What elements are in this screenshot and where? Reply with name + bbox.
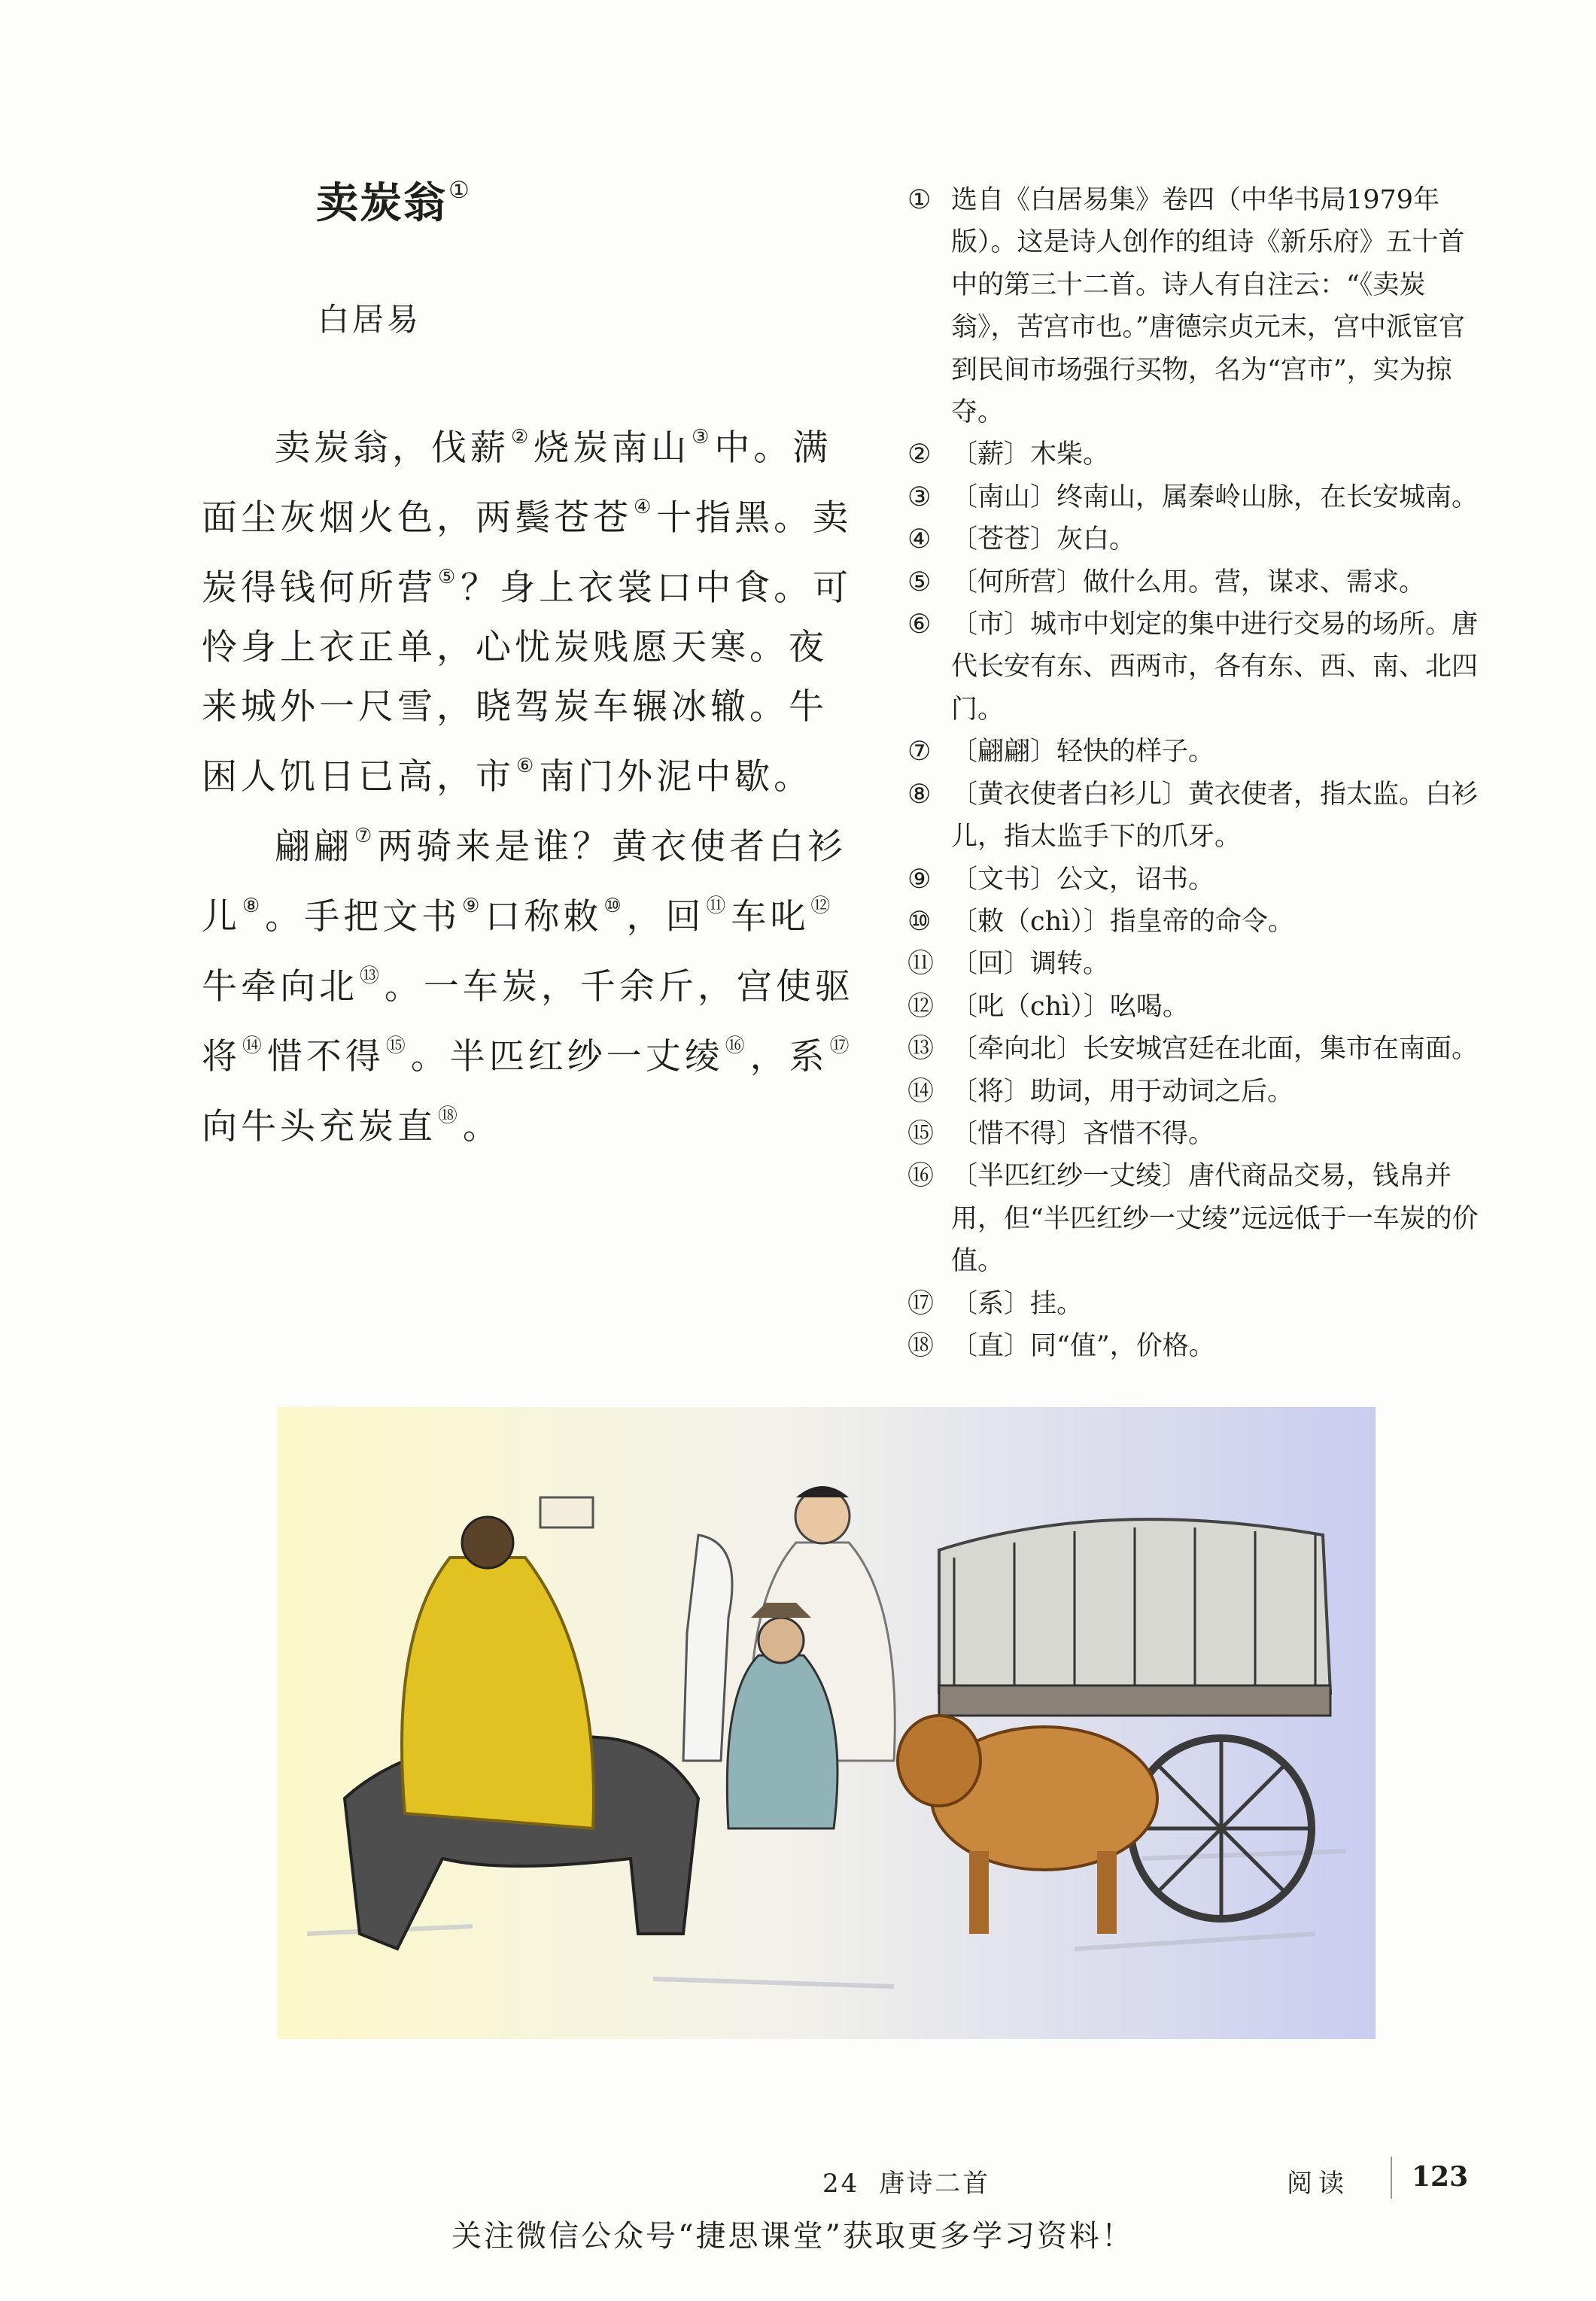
- footnote-text: 〔文书〕公文，诏书。: [951, 864, 1215, 895]
- poem-author: 白居易: [318, 301, 422, 338]
- footnote-text: 〔黄衣使者白衫儿〕黄衣使者，指太监。白衫儿，指太监手下的爪牙。: [951, 779, 1479, 853]
- poem-text: 中。满面尘灰烟火色，两鬓苍苍: [202, 427, 832, 539]
- poem-text: 。半匹红纱一丈绫: [410, 1035, 724, 1078]
- poem-text: 惜不得: [266, 1035, 385, 1078]
- footnote-number: ⑭: [907, 1076, 935, 1107]
- footnote: [907, 1028, 1479, 1070]
- note-ref: ⑧: [242, 894, 264, 917]
- footnote-number: ⑨: [907, 864, 932, 895]
- illustration-charcoal-seller: [277, 1407, 1376, 2039]
- page-number: 123: [1412, 2161, 1469, 2193]
- footnote: [907, 986, 1479, 1028]
- running-footer-lesson: 24 唐诗二首: [822, 2169, 991, 2199]
- poem-text: ？身上衣裳口中食。可怜身上衣正单，心忧炭贱愿天寒。夜来城外一尺雪，晓驾炭车辗冰辙。牛困人饥日已高，市: [202, 567, 853, 798]
- footnote-number: ⑬: [907, 1034, 935, 1065]
- poem-text: 牛牵向北: [202, 965, 358, 1008]
- poem-text: 两骑来是谁？黄衣使者白衫儿: [202, 825, 847, 938]
- poem-text: 。手把文书: [265, 895, 461, 938]
- footnote-number: ⑦: [907, 737, 932, 768]
- poem-paragraph: [202, 807, 856, 1157]
- footnote-text: 〔将〕助词，用于动词之后。: [951, 1076, 1294, 1107]
- poem-body: [202, 408, 856, 1157]
- footnote-text: 〔惜不得〕吝惜不得。: [951, 1118, 1215, 1149]
- note-ref: ⑭: [242, 1034, 266, 1057]
- note-ref: ⑮: [385, 1034, 409, 1057]
- note-ref: ④: [634, 495, 655, 518]
- note-ref: ②: [511, 426, 533, 448]
- note-ref: ⑥: [516, 754, 538, 777]
- note-ref: ③: [692, 426, 713, 448]
- footnote-number: ②: [907, 439, 932, 470]
- footnote-text: 〔回〕调转。: [951, 949, 1110, 980]
- note-ref: ⑦: [354, 824, 376, 847]
- poem-title: 卖炭翁①: [316, 176, 471, 228]
- poem-text: 车叱: [731, 895, 810, 938]
- poem-paragraph: [202, 408, 856, 807]
- note-ref: ⑨: [462, 894, 484, 917]
- footnote: [907, 1113, 1479, 1155]
- footnote-number: ⑯: [907, 1161, 935, 1192]
- footnote-number: ⑤: [907, 567, 932, 597]
- poem-text: 。: [462, 1105, 502, 1147]
- footnote-text: 〔半匹红纱一丈绫〕唐代商品交易，钱帛并用，但“半匹红纱一丈绫”远远低于一车炭的价值。: [951, 1161, 1479, 1277]
- poem-text: 。一车炭，千余斤，宫使驱将: [202, 965, 854, 1078]
- footnote-number: ⑩: [907, 906, 932, 937]
- note-ref: ⑪: [706, 894, 730, 917]
- footnote: [907, 476, 1479, 518]
- footnote: [907, 561, 1479, 603]
- footer-divider: [1391, 2157, 1392, 2199]
- note-ref: ⑰: [829, 1034, 853, 1057]
- poem-text: 口称敕: [485, 895, 603, 938]
- note-ref: ⑱: [438, 1104, 461, 1127]
- footnote: [907, 179, 1479, 433]
- footnote-text: 〔系〕挂。: [951, 1288, 1084, 1319]
- footnote: [907, 1071, 1479, 1113]
- footnote: [907, 1155, 1479, 1282]
- running-footer-section: 阅读: [1287, 2169, 1350, 2199]
- footnote: [907, 603, 1479, 731]
- footnote-number: ⑪: [907, 949, 935, 980]
- footnote: [907, 1283, 1479, 1325]
- footnote: [907, 518, 1479, 561]
- poem-text: 十指黑。卖炭得钱何所营: [202, 497, 853, 609]
- footnote: [907, 859, 1479, 901]
- footnote-text: 〔市〕城市中划定的集中进行交易的场所。唐代长安有东、西两市，各有东、西、南、北四门。: [951, 609, 1479, 725]
- footnote-number: ④: [907, 524, 932, 555]
- note-ref: ⑤: [438, 565, 460, 588]
- poem-text: ，回: [626, 895, 705, 938]
- footnote: [907, 433, 1479, 476]
- footnote-text: 〔牵向北〕长安城宫廷在北面，集市在南面。: [951, 1034, 1479, 1065]
- footnote-text: 〔南山〕终南山，属秦岭山脉，在长安城南。: [951, 482, 1479, 512]
- footnotes-list: [907, 179, 1479, 1367]
- footnote: [907, 943, 1479, 985]
- poem-text: 卖炭翁，伐薪: [275, 427, 509, 469]
- footnote-text: 〔敕（chì）〕指皇帝的命令。: [951, 906, 1294, 937]
- footnote-text: 〔叱（chì）〕吆喝。: [951, 991, 1189, 1022]
- footnote-number: ⑥: [907, 609, 932, 640]
- footnote-text: 〔苍苍〕灰白。: [951, 524, 1136, 555]
- footnote-text: 〔薪〕木柴。: [951, 439, 1110, 470]
- footnote-text: 〔翩翩〕轻快的样子。: [951, 737, 1215, 768]
- promo-text: 关注微信公众号“捷思课堂”获取更多学习资料！: [451, 2219, 1134, 2254]
- poem-text: 南门外泥中歇。: [539, 755, 813, 798]
- footnote-number: ⑰: [907, 1288, 935, 1319]
- footnote-number: ①: [907, 185, 932, 215]
- footnote: [907, 774, 1479, 859]
- footnote-number: ⑮: [907, 1118, 935, 1149]
- footnote-number: ⑱: [907, 1330, 935, 1361]
- footnote: [907, 1325, 1479, 1367]
- poem-text: 烧炭南山: [534, 427, 691, 469]
- poem-text: 翩翩: [275, 825, 353, 868]
- footnote-number: ③: [907, 482, 932, 512]
- footnote: [907, 901, 1479, 943]
- footnote-number: ⑫: [907, 991, 935, 1022]
- poem-text: 向牛头充炭直: [202, 1105, 436, 1147]
- footnote-text: 选自《白居易集》卷四（中华书局1979年版）。这是诗人创作的组诗《新乐府》五十首中的第三十二首。诗人有自注云：“《卖炭翁》，苦宫市也。”唐德宗贞元末，宫中派宦官到民间市场强行买物，名为“宫市”，实为掠夺。: [951, 185, 1465, 428]
- footnote-text: 〔直〕同“值”，价格。: [951, 1330, 1215, 1361]
- footnote-text: 〔何所营〕做什么用。营，谋求、需求。: [951, 567, 1426, 597]
- note-ref: ⑬: [360, 964, 383, 987]
- footnote: [907, 731, 1479, 773]
- note-ref: ⑫: [810, 894, 834, 917]
- poem-text: ，系: [749, 1035, 828, 1078]
- note-ref: ⑩: [603, 894, 625, 917]
- footnote-number: ⑧: [907, 779, 932, 810]
- title-note-ref: ①: [448, 176, 471, 204]
- note-ref: ⑯: [725, 1034, 749, 1057]
